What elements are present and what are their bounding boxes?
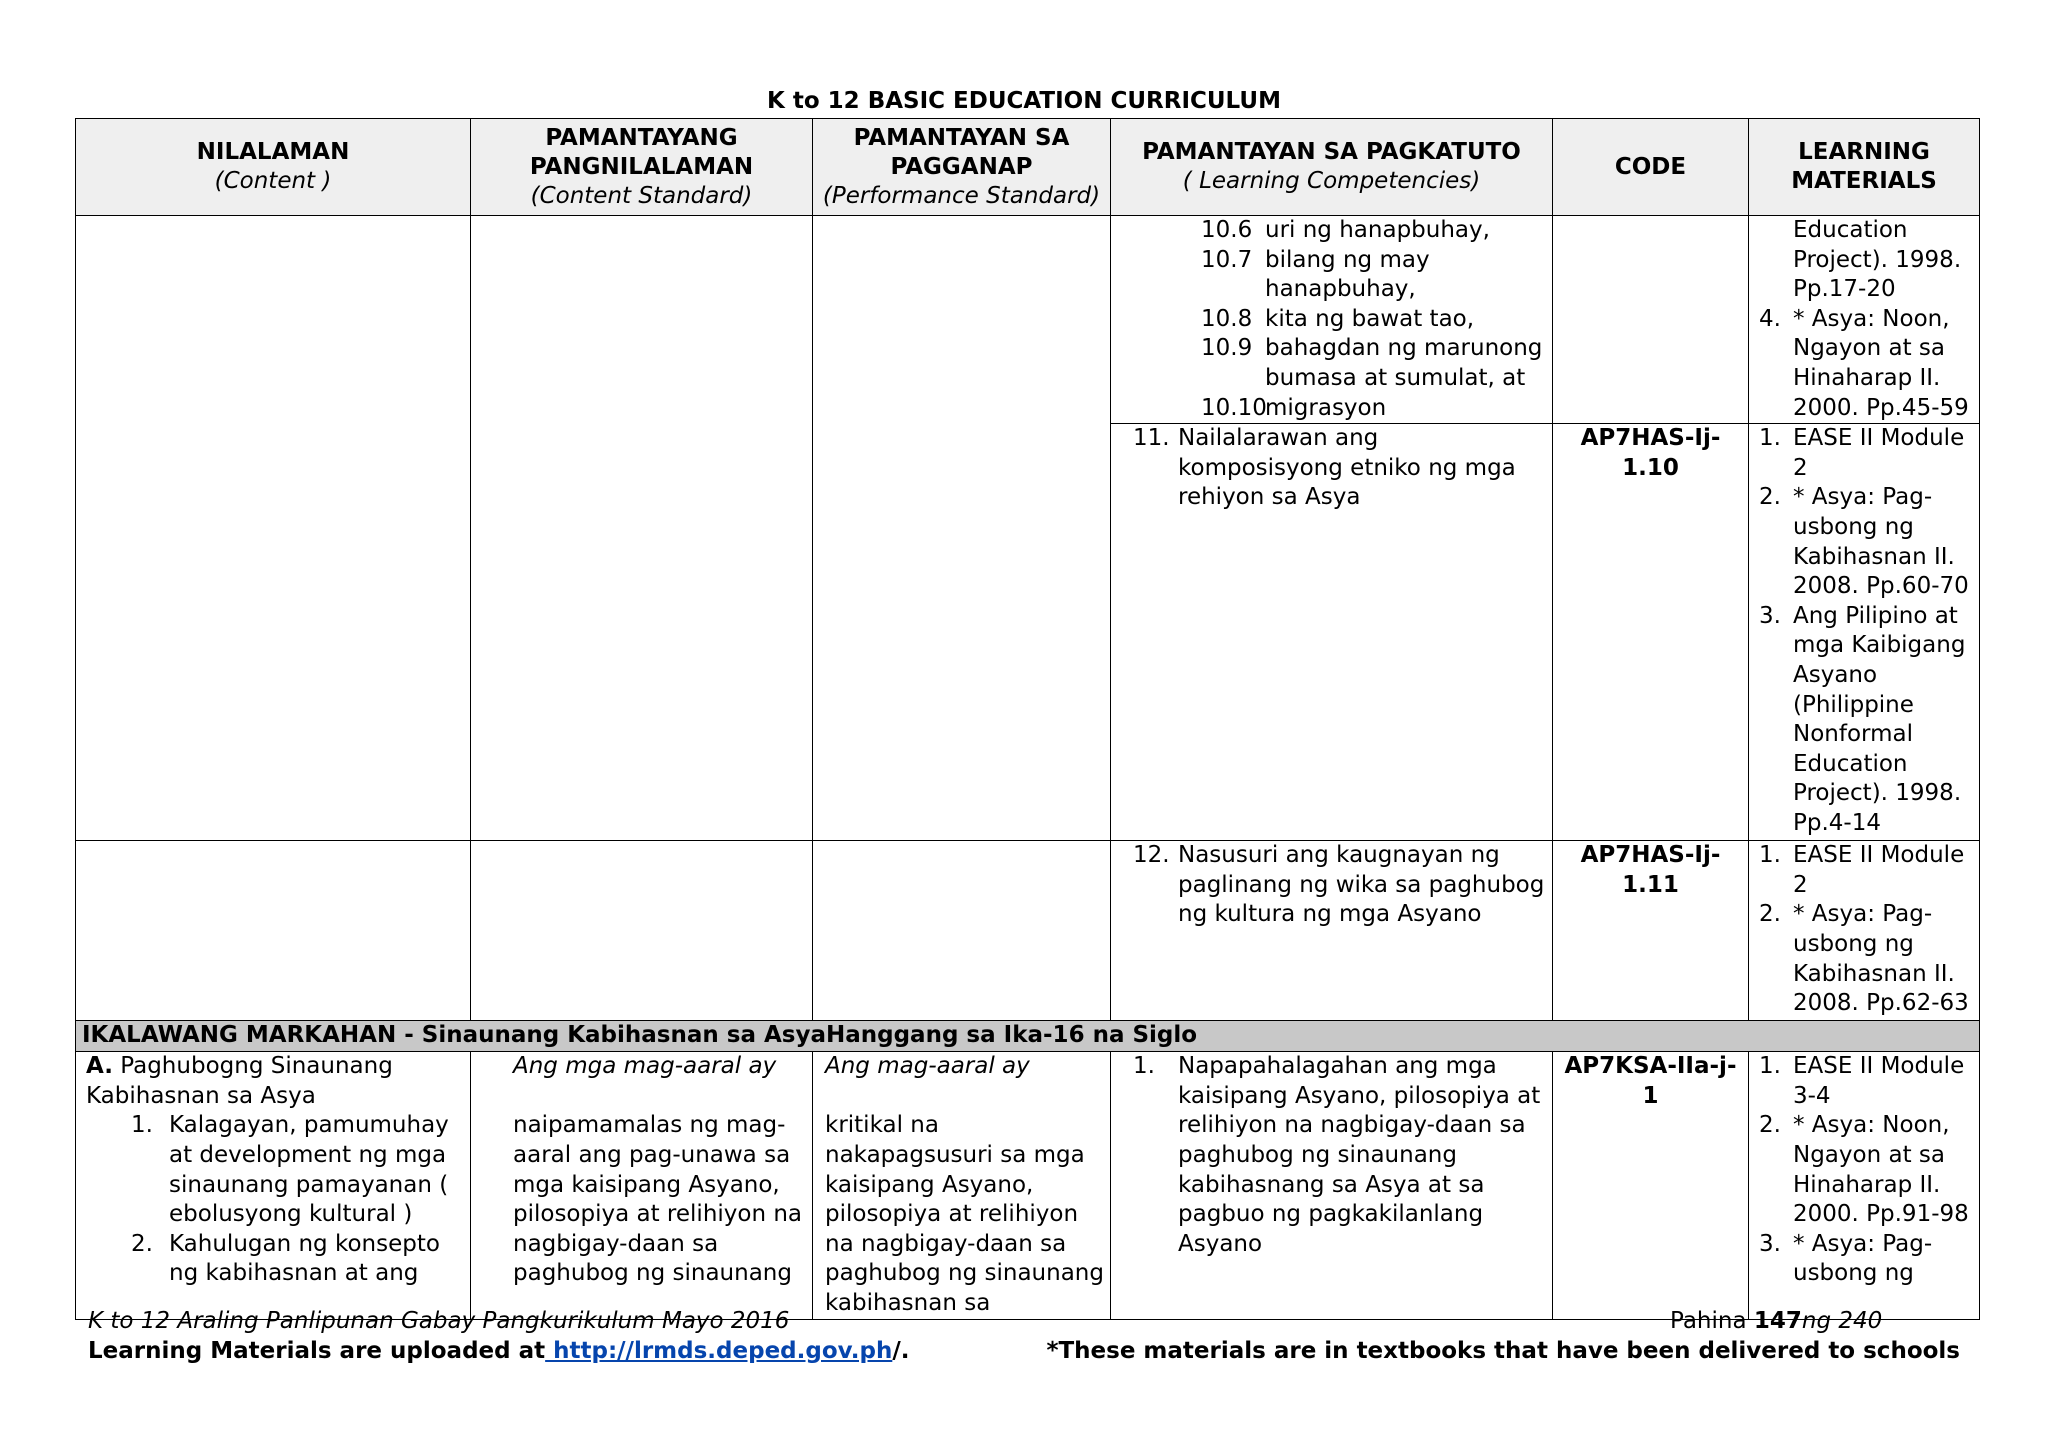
curriculum-table [75,118,1980,1320]
list-item: 2. * Asya: Noon, Ngayon at sa Hinaharap II. 2000. Pp.91-98 [1759,1112,1969,1228]
content-cell [76,841,471,1021]
content-cell [76,216,471,841]
content-intro: A. Paghubogng Sinaunang Kabihasnan sa Asya [86,1053,393,1109]
code-cell: AP7HAS-Ij-1.11 [1553,841,1749,1021]
footer-guide-title: K to 12 Araling Panlipunan Gabay Pangkurikulum Mayo 2016 [88,1308,790,1334]
list-item: 10.8 kita ng bawat tao, [1201,305,1475,332]
list-item: 1. EASE II Module 3-4 [1759,1053,1965,1109]
lrmds-link[interactable]: http://lrmds.deped.gov.ph [545,1338,893,1364]
competency-cell [1111,424,1553,841]
materials-continued: Education Project). 1998. Pp.17-20 [1793,217,1962,303]
list-item: 2. * Asya: Pag-usbong ng Kabihasnan II. 2008. Pp.62-63 [1759,901,1969,1017]
materials-cell [1749,424,1980,841]
list-item: 2. Kahulugan ng konsepto ng kabihasnan at ang [131,1230,440,1287]
list-item: 4. * Asya: Noon, Ngayon at sa Hinaharap II. 2000. Pp.45-59 [1759,305,1969,421]
quarter-heading: IKALAWANG MARKAHAN - Sinaunang Kabihasnan sa AsyaHanggang sa Ika-16 na Siglo [76,1021,1980,1052]
header-content: NILALAMAN (Content ) [76,119,471,216]
list-item: 1. EASE II Module 2 [1759,425,1965,481]
performance-standard-text: kritikal na nakapagsusuri sa mga kaisipang Asyano, pilosopiya at relihiyon na nagbigay-daan sa paghubog ng sinaunang kabihasnan sa [825,1112,1104,1316]
header-performance-standard: PAMANTAYAN SA PAGGANAP (Performance Standard) [813,119,1111,216]
list-item: 1. Napapahalagahan ang mga kaisipang Asyano, pilosopiya at relihiyon na nagbigay-daan sa paghubog ng sinaunang kabihasnang sa Asya at sa pagbuo ng pagkakilanlang Asyano [1133,1053,1541,1257]
header-learning-competencies: PAMANTAYAN SA PAGKATUTO ( Learning Competencies) [1111,119,1553,216]
performance-standard-cell [813,216,1111,841]
competency-cell [1111,1052,1553,1319]
code-cell: AP7KSA-IIa-j-1 [1553,1052,1749,1319]
list-item: 1. EASE II Module 2 [1759,842,1965,898]
table-row [76,841,1980,1021]
competency-cell [1111,841,1553,1021]
performance-standard-cell [813,1052,1111,1319]
table-row [76,216,1980,424]
content-cell [76,1052,471,1319]
list-item: 10.9 bahagdan ng marunong bumasa at sumulat, at [1201,335,1543,391]
header-content-standard: PAMANTAYANG PANGNILALAMAN (Content Standard) [471,119,813,216]
code-cell [1553,216,1749,424]
materials-cell [1749,216,1980,424]
content-standard-text: naipamamalas ng mag-aaral ang pag-unawa sa mga kaisipang Asyano, pilosopiya at relihiyon na nagbigay-daan sa paghubog ng sinaunang [513,1112,803,1287]
performance-standard-lead: Ang mag-aaral ay [825,1053,1030,1080]
list-item: 11. Nailalarawan ang komposisyong etniko ng mga rehiyon sa Asya [1133,425,1516,511]
content-standard-cell [471,1052,813,1319]
materials-cell [1749,1052,1980,1319]
list-item: 12. Nasusuri ang kaugnayan ng paglinang ng wika sa paghubog ng kultura ng mga Asyano [1133,842,1545,928]
header-learning-materials: LEARNING MATERIALS [1749,119,1980,216]
list-item: 3. Ang Pilipino at mga Kaibigang Asyano (Philippine Nonformal Education Project). 1998. Pp.4-14 [1759,602,1966,836]
content-standard-cell [471,216,813,841]
footer-page-number: Pahina 147ng 240 [1670,1308,1883,1334]
list-item: 2. * Asya: Pag-usbong ng Kabihasnan II. 2008. Pp.60-70 [1759,484,1969,600]
footer-textbook-note: *These materials are in textbooks that have been delivered to schools [1046,1338,1960,1364]
header-code: CODE [1553,119,1749,216]
list-item: 10.6 uri ng hanapbuhay, [1201,217,1490,243]
performance-standard-cell [813,841,1111,1021]
list-item: 3. * Asya: Pag-usbong ng [1759,1230,1933,1287]
competency-cell [1111,216,1553,424]
header-row [76,119,1980,216]
quarter-heading-row [76,1021,1980,1052]
document-title: K to 12 BASIC EDUCATION CURRICULUM [767,88,1281,114]
code-cell: AP7HAS-Ij-1.10 [1553,424,1749,841]
list-item: 10.7 bilang ng may hanapbuhay, [1201,246,1430,303]
table-row [76,1052,1980,1319]
content-standard-lead: Ang mga mag-aaral ay [513,1053,777,1080]
footer-upload-note: Learning Materials are uploaded at http://lrmds.deped.gov.ph/. [88,1338,910,1364]
content-standard-cell [471,841,813,1021]
list-item: 1. Kalagayan, pamumuhay at development ng mga sinaunang pamayanan ( ebolusyong kultural ) [131,1112,449,1228]
list-item: 10.10 migrasyon [1201,394,1387,421]
materials-cell [1749,841,1980,1021]
